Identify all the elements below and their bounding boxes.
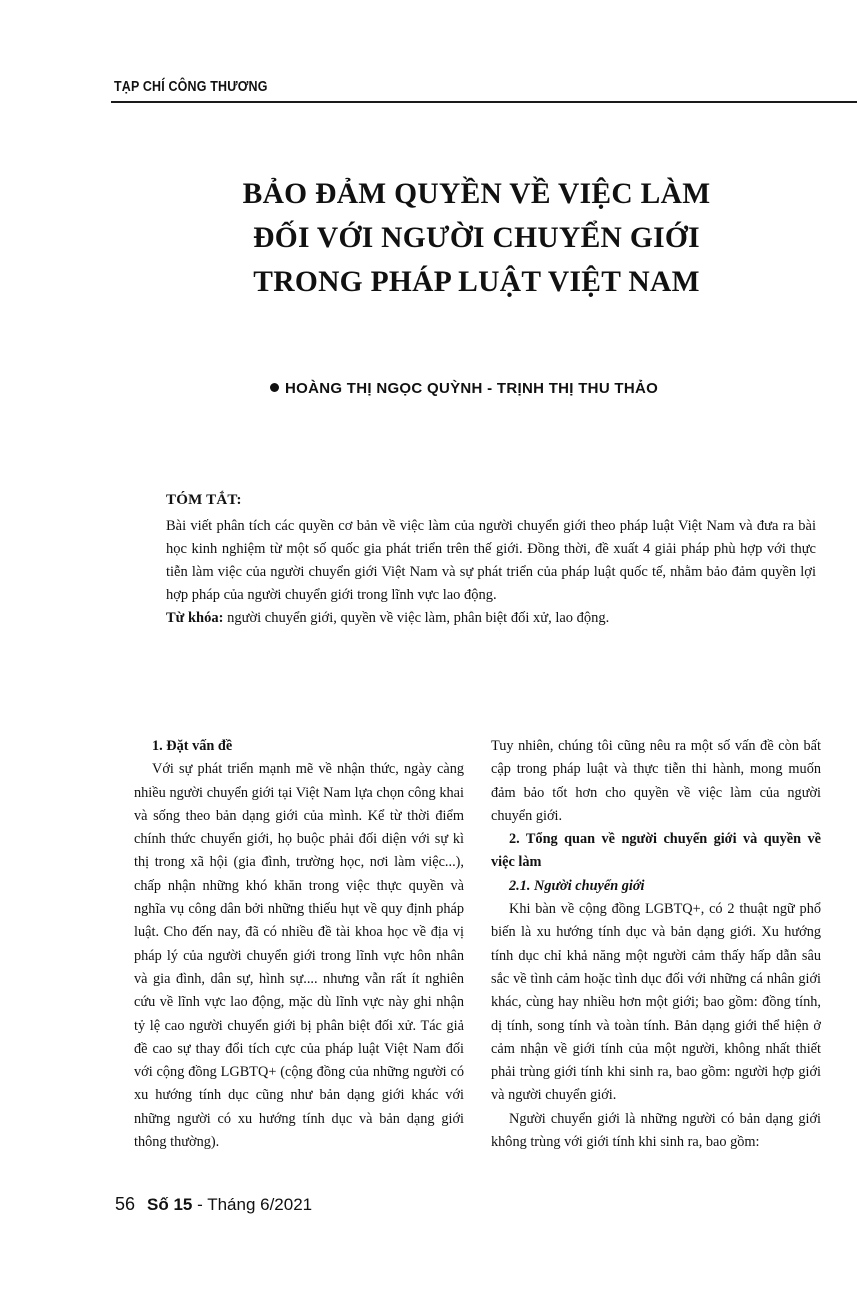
- issue-number: Số 15: [147, 1195, 193, 1214]
- keywords-label: Từ khóa:: [166, 610, 224, 626]
- journal-name: TẠP CHÍ CÔNG THƯƠNG: [114, 79, 268, 95]
- title-line-1: BẢO ĐẢM QUYỀN VỀ VIỆC LÀM: [242, 178, 711, 210]
- header-rule: [111, 101, 857, 103]
- author-line: [270, 380, 658, 397]
- subsection-2-1-heading: 2.1. Người chuyển giới: [509, 877, 645, 894]
- author-names: HOÀNG THỊ NGỌC QUỲNH - TRỊNH THỊ THU THẢO: [285, 380, 659, 397]
- section-2-1-paragraph-1: Khi bàn về cộng đồng LGBTQ+, có 2 thuật ngữ phổ biến là xu hướng tính dục và bản dạng giới. Xu hướng tính dục chỉ khả năng một người cảm thấy hấp dẫn sâu sắc về tình cảm hoặc tình dục đối với những cá nhân giới khác, cùng hay nhiều hơn một giới; bao gồm: đồng tính, dị tính, song tính và toàn tính. Bản dạng giới thể hiện ở cảm nhận về giới tính của một người, không nhất thiết phải trùng giới tính khi sinh ra, bao gồm: người hợp giới và người chuyển giới.: [491, 901, 821, 1104]
- title-line-3: TRONG PHÁP LUẬT VIỆT NAM: [253, 266, 700, 298]
- abstract-body: Bài viết phân tích các quyền cơ bản về việc làm của người chuyển giới theo pháp luật Việt Nam và đưa ra bài học kinh nghiệm từ một số quốc gia phát triển trên thế giới. Đồng thời, đề xuất 4 giải pháp phù hợp với thực tiễn làm việc của người chuyển giới Việt Nam và sự phát triển của pháp luật quốc tế, nhằm bảo đảm quyền lợi hợp pháp của người chuyển giới trong lĩnh vực lao động.: [166, 518, 816, 603]
- keywords: [166, 607, 816, 630]
- section-2-1-paragraph-2: Người chuyển giới là những người có bản dạng giới không trùng với giới tính khi sinh ra, bao gồm:: [491, 1110, 821, 1151]
- bullet-icon: [270, 383, 279, 392]
- title-line-2: ĐỐI VỚI NGƯỜI CHUYỂN GIỚI: [253, 222, 700, 254]
- section-1-body: Với sự phát triển mạnh mẽ về nhận thức, ngày càng nhiều người chuyển giới tại Việt Nam lựa chọn công khai và sống theo bản dạng giới của mình. Kể từ thời điểm chính thức chuyển giới, họ buộc phải đối diện với sự kì thị trong xã hội (gia đình, trường học, nơi làm việc...), chấp nhận những khó khăn trong việc thực quyền và nghĩa vụ công dân bởi những thiếu hụt về quy định pháp luật. Cho đến nay, đã có nhiều đề tài khoa học về địa vị pháp lý của người chuyển giới trong lĩnh vực hôn nhân và gia đình, dân sự, hình sự.... nhưng vẫn rất ít nghiên cứu về lĩnh vực lao động, mặc dù lĩnh vực này ghi nhận tỷ lệ cao người chuyển giới bị phân biệt đối xử. Tác giả đề cao sự thay đổi tích cực của pháp luật Việt Nam đối với cộng đồng LGBTQ+ (cộng đồng của những người có xu hướng tính dục cũng như bản dạng giới khác với những người có xu hướng tính dục và bản dạng giới thông thường).: [134, 761, 464, 1151]
- section-1-heading: 1. Đặt vấn đề: [152, 738, 233, 754]
- keywords-text: người chuyển giới, quyền về việc làm, phân biệt đối xử, lao động.: [223, 610, 610, 626]
- issue-date: - Tháng 6/2021: [192, 1195, 313, 1214]
- article-title: [0, 172, 857, 304]
- right-column: [491, 735, 821, 1154]
- section-2-heading: 2. Tổng quan về người chuyển giới và quyền về việc làm: [491, 831, 821, 871]
- left-column: [134, 735, 464, 1154]
- abstract: [166, 515, 816, 630]
- abstract-heading: TÓM TẮT:: [166, 492, 242, 508]
- section-1-continuation: Tuy nhiên, chúng tôi cũng nêu ra một số vấn đề còn bất cập trong pháp luật và thực tiễn thi hành, mong muốn đảm bảo tốt hơn cho quyền về việc làm của người chuyển giới.: [491, 738, 821, 824]
- page-footer: [115, 1194, 312, 1215]
- page-number: 56: [115, 1194, 136, 1214]
